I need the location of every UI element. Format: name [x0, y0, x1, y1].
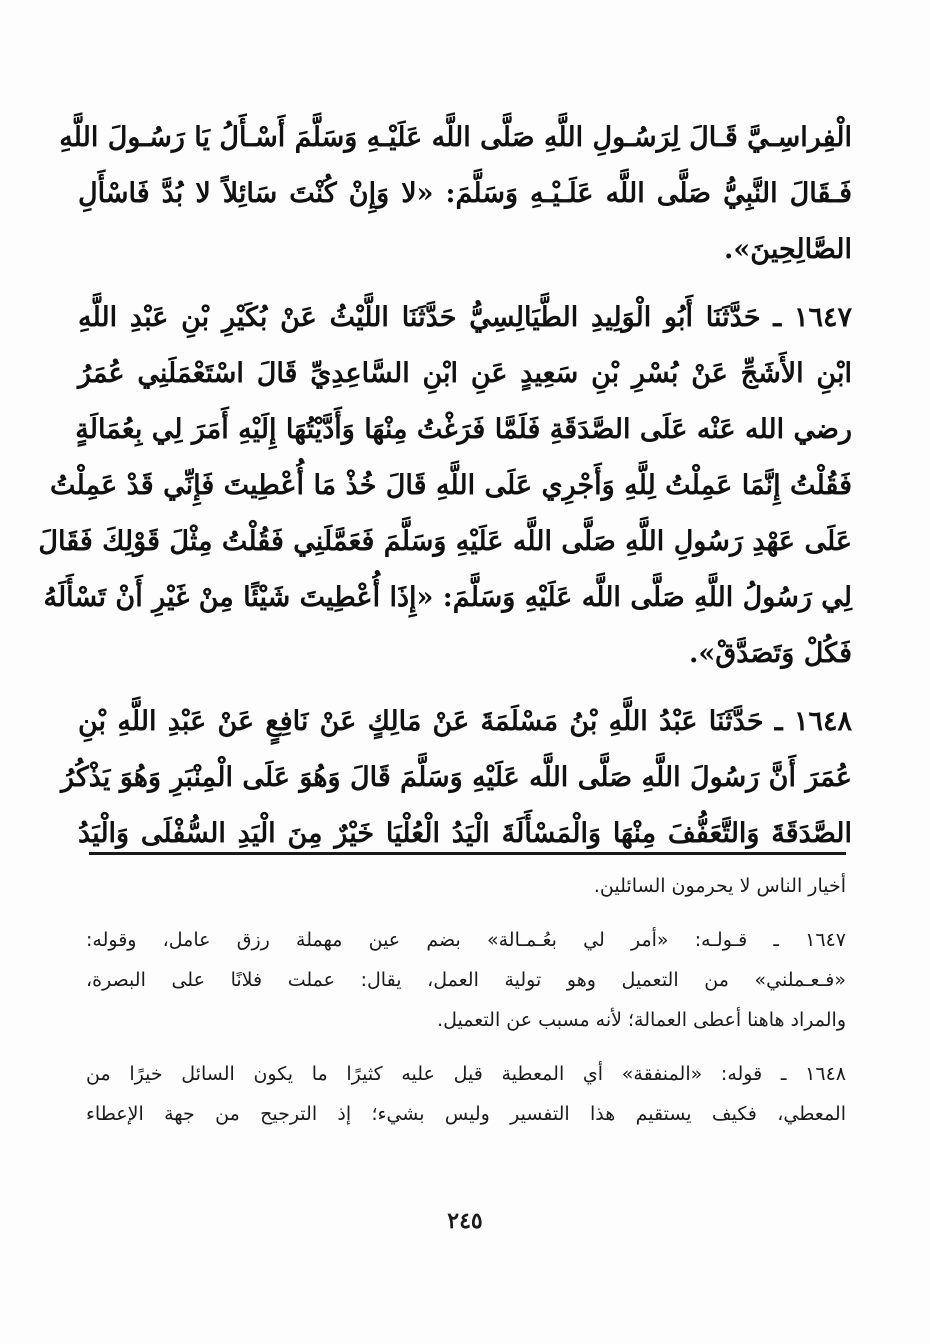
text-line: الْفِراسِـيَّ قَـالَ لِرَسُـولِ اللَّهِ صَلَّى اللَّه عَلَيْـهِ وَسَلَّمَ أَسْـأَلُ يَا رَسُـولَ اللَّهِ [59, 122, 852, 153]
footnote-1647-start: ١٦٤٧ ـ قـولـه: «أمر لي بعُـمـالة» بضم عين مهملة رزق عامل، وقوله: [86, 929, 846, 951]
text-line: لِي رَسُولُ اللَّهِ صَلَّى اللَّه عَلَيْهِ وَسَلَّمَ: «إِذَا أُعْطِيتَ شَيْئًا مِنْ غَيْرِ أَنْ تَسْأَلَهُ [43, 582, 852, 613]
footnotes [86, 866, 846, 1134]
text-line: فَـقَالَ النَّبِيُّ صَلَّى اللَّه عَلَـيْـهِ وَسَلَّمَ: «لا وَإِنْ كُنْتَ سَائِلاً لا بُدَّ فَاسْأَلِ [78, 178, 852, 209]
text-line: ابْنِ الأَشَجِّ عَنْ بُسْرِ بْنِ سَعِيدٍ عَنِ ابْنِ السَّاعِدِيِّ قَالَ اسْتَعْمَلَنِي عُمَرُ [78, 358, 852, 389]
footnote-line: المعطي، فكيف يستقيم هذا التفسير وليس بشيء؛ إذ الترجيح من جهة الإعطاء [86, 1103, 846, 1125]
footnote-divider [89, 852, 846, 855]
paragraph-gap [78, 684, 852, 696]
footnote-1648-start: ١٦٤٨ ـ قوله: «المنفقة» أي المعطية قيل عليه كثيرًا ما يكون السائل خيرًا من [86, 1063, 846, 1085]
footnote-line: «فـعـملني» من التعميل وهو تولية العمل، يقال: عملت فلانًا على البصرة، [86, 969, 846, 991]
paragraph-gap [86, 1040, 846, 1054]
hadith-1648-start: ١٦٤٨ ـ حَدَّثَنَا عَبْدُ اللَّهِ بْنُ مَسْلَمَةَ عَنْ مَالِكٍ عَنْ نَافِعٍ عَنْ عَبْدِ اللَّهِ بْنِ [78, 706, 852, 737]
hadith-1647-start: ١٦٤٧ ـ حَدَّثَنَا أَبُو الْوَلِيدِ الطَّيَالِسِيُّ حَدَّثَنَا اللَّيْثُ عَنْ بُكَيْرِ بْنِ عَبْدِ اللَّهِ [78, 302, 852, 333]
footnote-line: والمراد هاهنا أعطى العمالة؛ لأنه مسبب عن التعميل. [437, 1009, 846, 1031]
text-line: فَكُلْ وَتَصَدَّقْ». [688, 638, 852, 669]
text-line: الصَّالِحِينَ». [724, 234, 852, 265]
paragraph-gap [78, 280, 852, 292]
hadith-text [38, 112, 852, 864]
text-line: عَلَى عَهْدِ رَسُولِ اللَّهِ صَلَّى اللَّه عَلَيْهِ وَسَلَّمَ فَعَمَّلَنِي فَقُلْتُ مِثْلَ قَوْلِكَ فَقَالَ [38, 526, 852, 557]
text-line: عُمَرَ أَنَّ رَسُولَ اللَّهِ صَلَّى اللَّه عَلَيْهِ وَسَلَّمَ قَالَ وَهُوَ عَلَى الْمِنْبَرِ وَهُوَ يَذْكُرُ [61, 762, 852, 793]
text-line: رضي الله عَنْه عَلَى الصَّدَقَةِ فَلَمَّا فَرَغْتُ مِنْهَا وَأَدَّيْتُهَا إِلَيْهِ أَمَرَ لِي بِعُمَالَةٍ [75, 414, 852, 445]
text-line: الصَّدَقَةَ وَالتَّعَفُّفَ مِنْهَا وَالْمَسْأَلَةَ الْيَدُ الْعُلْيَا خَيْرٌ مِنَ الْيَدِ السُّفْلَى وَالْيَدُ [78, 818, 852, 849]
text-line: فَقُلْتُ إِنَّمَا عَمِلْتُ لِلَّهِ وَأَجْرِي عَلَى اللَّهِ قَالَ خُذْ مَا أُعْطِيتَ فَإِنِّي قَدْ عَمِلْتُ [50, 470, 852, 501]
footnote-line: أخيار الناس لا يحرمون السائلين. [593, 875, 846, 897]
page-number: ٢٤٥ [447, 1208, 483, 1234]
paragraph-gap [86, 906, 846, 920]
